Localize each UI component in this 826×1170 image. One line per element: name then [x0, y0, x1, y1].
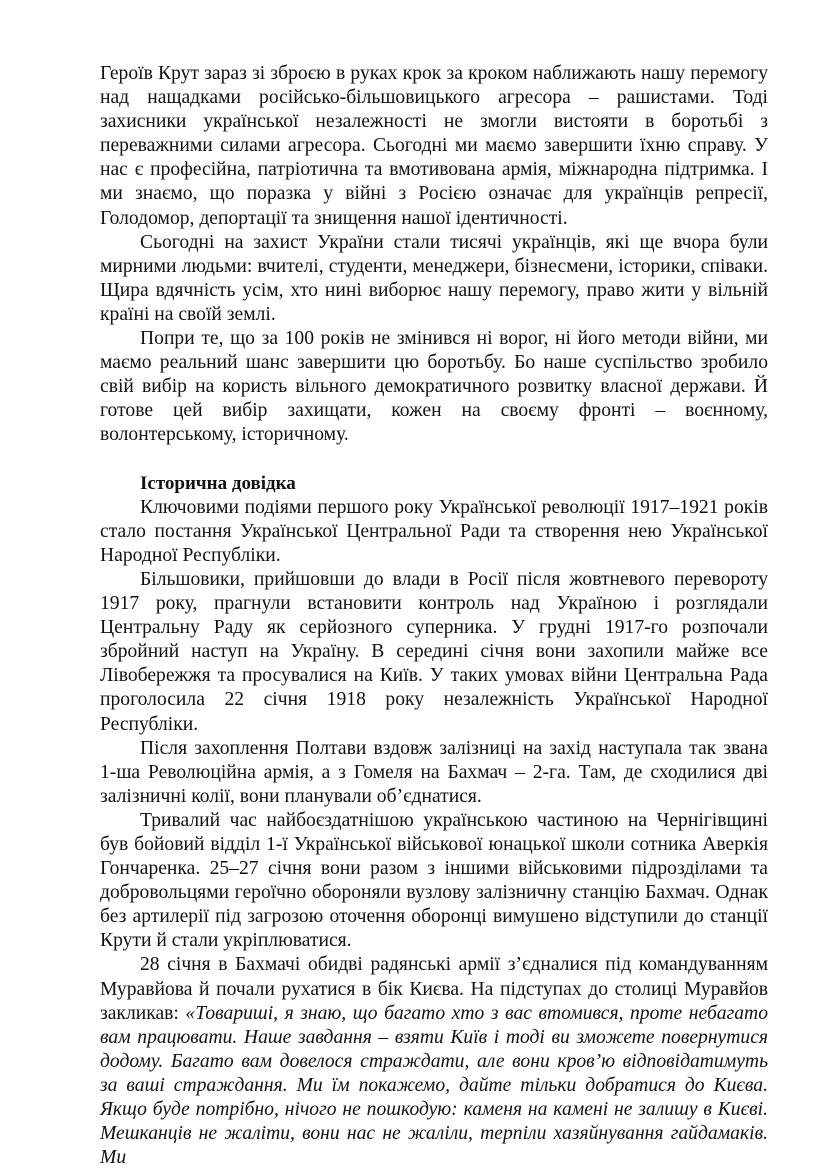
paragraph-history-3: Після захоплення Полтави вздовж залізниці на захід наступала так звана 1-ша Революційна армія, а з Гомеля на Бахмач – 2-га. Там, де сходилися дві залізничні колії, вони планували об’єднатися.: [100, 737, 768, 807]
blank-line: [100, 448, 768, 472]
paragraph-history-4: Тривалий час найбоєздатнішою українською частиною на Чернігівщині був бойовий відділ 1-ї Української військової юнацької школи сотника Аверкія Гончаренка. 25–27 січня вони разом з іншими військовими підрозділами та добровольцями героїчно обороняли вузлову залізничну станцію Бахмач. Однак без артилерії під загрозою оточення оборонці вимушено відступили до станції Крути й стали укріплюватися.: [100, 809, 768, 952]
section-heading: Історична довідка: [140, 472, 296, 494]
paragraph-intro-1: Героїв Крут зараз зі зброєю в руках крок за кроком наближають нашу перемогу над нащадками російсько-більшовицького агресора – рашистами. Тоді захисники української незалежності не змогли вистояти в боротьбі з переважними силами агресора. Сьогодні ми маємо завершити їхню справу. У нас є професійна, патріотична та вмотивована армія, міжнародна підтримка. І ми знаємо, що поразка у війні з Росією означає для українців репресії, Голодомор, депортації та знищення нашої ідентичності.: [100, 63, 768, 229]
paragraph-intro-2: Сьогодні на захист України стали тисячі українців, які ще вчора були мирними людьми: вчителі, студенти, менеджери, бізнесмени, історики, співаки. Щира вдячність усім, хто нині виборює нашу перемогу, право жити у вільній країні на своїй землі.: [100, 231, 768, 325]
paragraph-history-2: Більшовики, прийшовши до влади в Росії після жовтневого перевороту 1917 року, прагнули встановити контроль над Україною і розглядали Центральну Раду як серйозного суперника. У грудні 1917-го розпочали збройний наступ на Україну. В середині січня вони захопили майже все Лівобережжя та просувалися на Київ. У таких умовах війни Центральна Рада проголосила 22 січня 1918 року незалежність Української Народної Республіки.: [100, 568, 768, 735]
paragraph-text: 28 січня в Бахмачі обидві радянські армії з’єдналися під командуванням Муравйова й почали рухатися в бік Києва. На підступах до столиці Муравйов закликав:: [100, 954, 768, 1024]
paragraph-history-5: [100, 953, 768, 1170]
document-page: [100, 62, 768, 1170]
muravyov-quote: «Товариші, я знаю, що багато хто з вас втомився, проте небагато вам працювати. Наше завдання – взяти Київ і тоді ви зможете повернутися додому. Багато вам довелося страждати, але вони кров’ю відповідатимуть за ваші страждання. Ми їм покажемо, дайте тільки добратися до Києва. Якщо буде потрібно, нічого не пошкодую: каменя на камені не залишу в Києві. Мешканців не жаліти, вони нас не жаліли, терпіли хазяйнування гайдамаків. Ми: [100, 1002, 768, 1169]
paragraph-history-1: Ключовими подіями першого року Української революції 1917–1921 років стало постання Української Центральної Ради та створення нею Української Народної Республіки.: [100, 496, 768, 566]
paragraph-intro-3: Попри те, що за 100 років не змінився ні ворог, ні його методи війни, ми маємо реальний шанс завершити цю боротьбу. Бо наше суспільство зробило свій вибір на користь вільного демократичного розвитку власної держави. Й готове цей вибір захищати, кожен на своєму фронті – воєнному, волонтерському, історичному.: [100, 328, 768, 446]
